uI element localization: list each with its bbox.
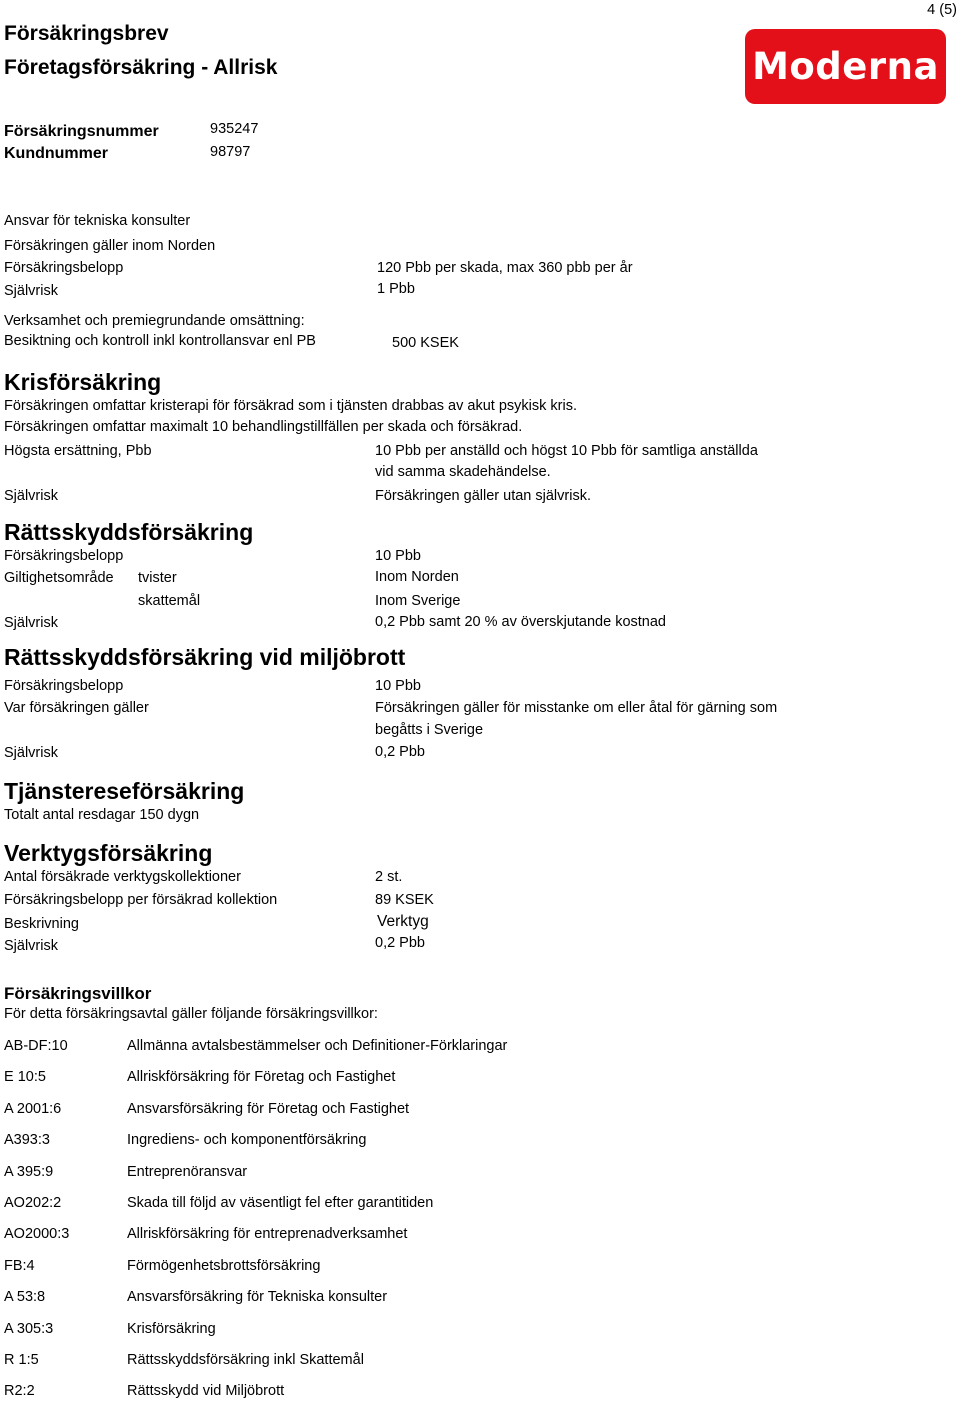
consultant-activity-label: Verksamhet och premiegrundande omsättning: (4, 313, 305, 329)
customer-number-label: Kundnummer (4, 145, 108, 162)
legal-amount-label: Försäkringsbelopp (4, 548, 124, 564)
term-code: A 2001:6 (4, 1101, 62, 1117)
consultant-amount-value: 120 Pbb per skada, max 360 pbb per år (377, 260, 633, 276)
tools-insurance-heading: Verktygsförsäkring (4, 840, 213, 866)
legal-protection-heading: Rättsskyddsförsäkring (4, 519, 254, 545)
term-name: Allriskförsäkring för Företag och Fastighet (127, 1069, 396, 1085)
legal-amount-value: 10 Pbb (375, 548, 421, 564)
term-code: A 53:8 (4, 1289, 46, 1305)
tools-description-value: Verktyg (377, 913, 429, 930)
legal-deductible-value: 0,2 Pbb samt 20 % av överskjutande kostnad (375, 614, 666, 630)
consultant-deductible-value: 1 Pbb (377, 281, 415, 297)
term-name: Krisförsäkring (127, 1321, 216, 1337)
legal-deductible-label: Självrisk (4, 615, 58, 631)
term-name: Entreprenöransvar (127, 1164, 248, 1180)
page-number: 4 (5) (927, 2, 957, 18)
term-code: FB:4 (4, 1258, 35, 1274)
policy-number-label: Försäkringsnummer (4, 123, 159, 140)
term-name: Ingrediens- och komponentförsäkring (127, 1132, 367, 1148)
env-deductible-value: 0,2 Pbb (375, 744, 425, 760)
consultant-activity-name: Besiktning och kontroll inkl kontrollansvar enl PB (4, 333, 316, 349)
term-code: A 395:9 (4, 1164, 54, 1180)
legal-area-type-tax: skattemål (138, 593, 201, 609)
terms-heading: Försäkringsvillkor (4, 984, 152, 1003)
env-deductible-label: Självrisk (4, 745, 58, 761)
crisis-heading: Krisförsäkring (4, 369, 162, 395)
document-subtitle: Företagsförsäkring - Allrisk (4, 56, 278, 79)
tools-amount-label: Försäkringsbelopp per försäkrad kollektion (4, 892, 278, 908)
term-name: Allmänna avtalsbestämmelser och Definitioner-Förklaringar (127, 1038, 508, 1054)
tools-description-label: Beskrivning (4, 916, 79, 932)
term-code: E 10:5 (4, 1069, 46, 1085)
travel-insurance-heading: Tjänstereseförsäkring (4, 778, 245, 804)
tools-count-label: Antal försäkrade verktygskollektioner (4, 869, 241, 885)
terms-intro: För detta försäkringsavtal gäller följande försäkringsvillkor: (4, 1006, 378, 1022)
crisis-max-value-2: vid samma skadehändelse. (375, 464, 551, 480)
term-code: A393:3 (4, 1132, 50, 1148)
term-name: Skada till följd av väsentligt fel efter garantitiden (127, 1195, 434, 1211)
policy-number-value: 935247 (210, 121, 259, 137)
env-where-label: Var försäkringen gäller (4, 700, 149, 716)
crisis-line-2: Försäkringen omfattar maximalt 10 behandlingstillfällen per skada och försäkrad. (4, 419, 523, 435)
consultant-scope: Försäkringen gäller inom Norden (4, 238, 216, 254)
term-code: R 1:5 (4, 1352, 39, 1368)
legal-area-value-tax: Inom Sverige (375, 593, 461, 609)
term-name: Ansvarsförsäkring för Företag och Fastighet (127, 1101, 410, 1117)
travel-days-line: Totalt antal resdagar 150 dygn (4, 807, 200, 823)
term-code: AB-DF:10 (4, 1038, 68, 1054)
consultant-deductible-label: Självrisk (4, 283, 58, 299)
customer-number-value: 98797 (210, 144, 251, 160)
consultant-activity-value: 500 KSEK (392, 335, 459, 351)
tools-deductible-value: 0,2 Pbb (375, 935, 425, 951)
term-code: AO2000:3 (4, 1226, 70, 1242)
crisis-max-label: Högsta ersättning, Pbb (4, 443, 152, 459)
crisis-deductible-value: Försäkringen gäller utan självrisk. (375, 488, 591, 504)
legal-area-type-disputes: tvister (138, 570, 177, 586)
env-where-value-2: begåtts i Sverige (375, 722, 484, 738)
document-title: Försäkringsbrev (4, 22, 169, 45)
tools-deductible-label: Självrisk (4, 938, 58, 954)
term-code: R2:2 (4, 1383, 35, 1399)
term-name: Allriskförsäkring för entreprenadverksamhet (127, 1226, 408, 1242)
tools-count-value: 2 st. (375, 869, 403, 885)
crisis-line-1: Försäkringen omfattar kristerapi för försäkrad som i tjänsten drabbas av akut psykisk kris. (4, 398, 577, 414)
term-code: AO202:2 (4, 1195, 62, 1211)
env-where-value-1: Försäkringen gäller för misstanke om eller åtal för gärning som (375, 700, 778, 716)
environmental-crime-heading: Rättsskyddsförsäkring vid miljöbrott (4, 644, 406, 670)
term-name: Ansvarsförsäkring för Tekniska konsulter (127, 1289, 388, 1305)
tools-amount-value: 89 KSEK (375, 892, 434, 908)
moderna-logo: Moderna (745, 29, 946, 104)
crisis-deductible-label: Självrisk (4, 488, 58, 504)
term-code: A 305:3 (4, 1321, 54, 1337)
term-name: Förmögenhetsbrottsförsäkring (127, 1258, 321, 1274)
env-amount-value: 10 Pbb (375, 678, 421, 694)
consultant-liability-heading: Ansvar för tekniska konsulter (4, 213, 191, 229)
legal-area-label: Giltighetsområde (4, 570, 114, 586)
crisis-max-value-1: 10 Pbb per anställd och högst 10 Pbb för samtliga anställda (375, 443, 758, 459)
consultant-amount-label: Försäkringsbelopp (4, 260, 124, 276)
term-name: Rättsskydd vid Miljöbrott (127, 1383, 285, 1399)
term-name: Rättsskyddsförsäkring inkl Skattemål (127, 1352, 364, 1368)
legal-area-value-disputes: Inom Norden (375, 569, 459, 585)
env-amount-label: Försäkringsbelopp (4, 678, 124, 694)
